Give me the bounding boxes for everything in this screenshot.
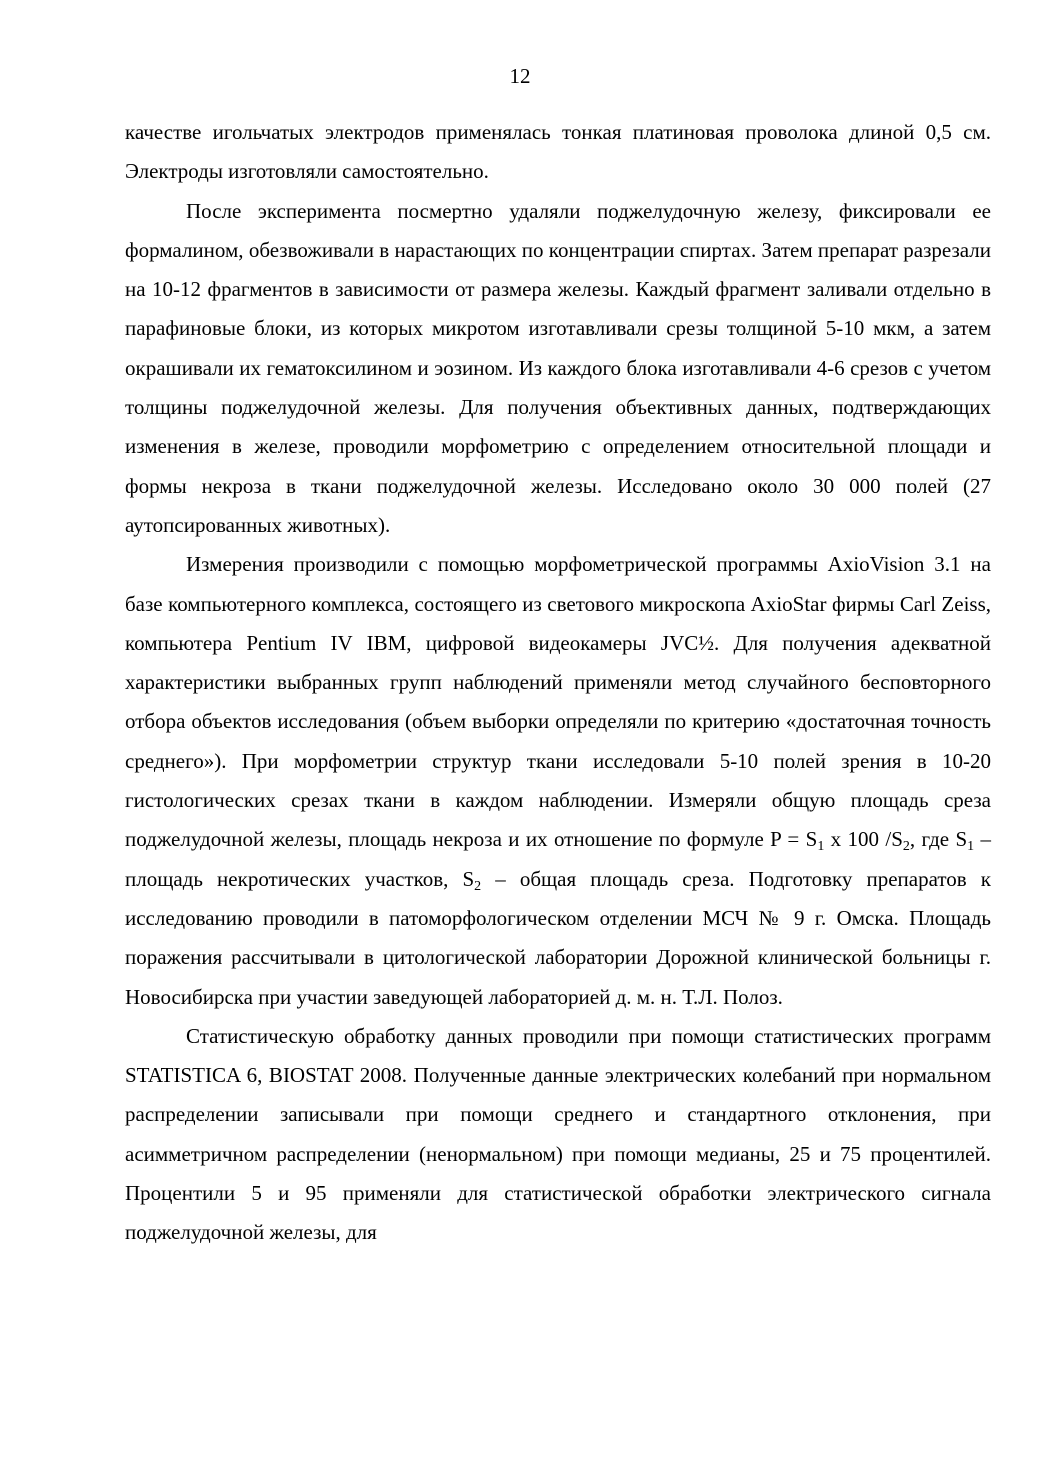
subscript: 1 xyxy=(817,839,825,855)
subscript: 1 xyxy=(967,839,975,855)
paragraph-morphometry xyxy=(125,545,991,1017)
paragraph-statistics: Статистическую обработку данных проводили при помощи статистических программ STATISTICA 6, BIOSTAT 2008. Полученные данные электрических колебаний при нормальном распределении записывали при помощи среднего и стандартного отклонения, при асимметричном распределении (ненормальном) при помощи медианы, 25 и 75 процентилей. Процентили 5 и 95 применяли для статистической обработки электрического сигнала поджелудочной железы, для xyxy=(125,1023,991,1245)
text-segment: , где S xyxy=(909,827,968,852)
subscript: 2 xyxy=(474,878,482,894)
text-segment: x 100 /S xyxy=(824,827,903,852)
paragraph-histology: После эксперимента посмертно удаляли поджелудочную железу, фиксировали ее формалином, обезвоживали в нарастающих по концентрации спиртах. Затем препарат разрезали на 10-12 фрагментов в зависимости от размера железы. Каждый фрагмент заливали отдельно в парафиновые блоки, из которых микротом изготавливали срезы толщиной 5-10 мкм, а затем окрашивали их гематоксилином и эозином. Из каждого блока изготавливали 4-6 срезов с учетом толщины поджелудочной железы. Для получения объективных данных, подтверждающих изменения в железе, проводили морфометрию с определением относительной площади и формы некроза в ткани поджелудочной железы. Исследовано около 30 000 полей (27 аутопсированных животных). xyxy=(125,198,991,537)
document-body xyxy=(125,113,991,1253)
page-number: 12 xyxy=(509,64,531,88)
text-segment: – площадь некротических участков, S xyxy=(125,827,992,891)
text-segment: Измерения производили с помощью морфометрической программы AxioVision 3.1 на базе компьютерного комплекса, состоящего из светового микроскопа AxioStar фирмы Carl Zeiss, компьютера Pentium IV IBM, цифровой видеокамеры JVC½. Для получения адекватной характеристики выбранных групп наблюдений применяли метод случайного бесповторного отбора объектов исследования (объем выборки определяли по критерию «достаточная точность среднего»). При морфометрии структур ткани исследовали 5-10 полей зрения в 10-20 гистологических срезах ткани в каждом наблюдении. Измеряли общую площадь среза поджелудочной железы, площадь некроза и их отношение по формуле P = S xyxy=(125,552,991,852)
subscript: 2 xyxy=(902,839,910,855)
text-segment: – общая площадь среза. Подготовку препаратов к исследованию проводили в патоморфологическом отделении МСЧ № 9 г. Омска. Площадь поражения рассчитывали в цитологической лаборатории Дорожной клинической больницы г. Новосибирска при участии заведующей лабораторией д. м. н. Т.Л. Полоз. xyxy=(125,866,991,1009)
paragraph-electrodes: качестве игольчатых электродов применялась тонкая платиновая проволока длиной 0,5 см. Электроды изготовляли самостоятельно. xyxy=(125,120,991,184)
